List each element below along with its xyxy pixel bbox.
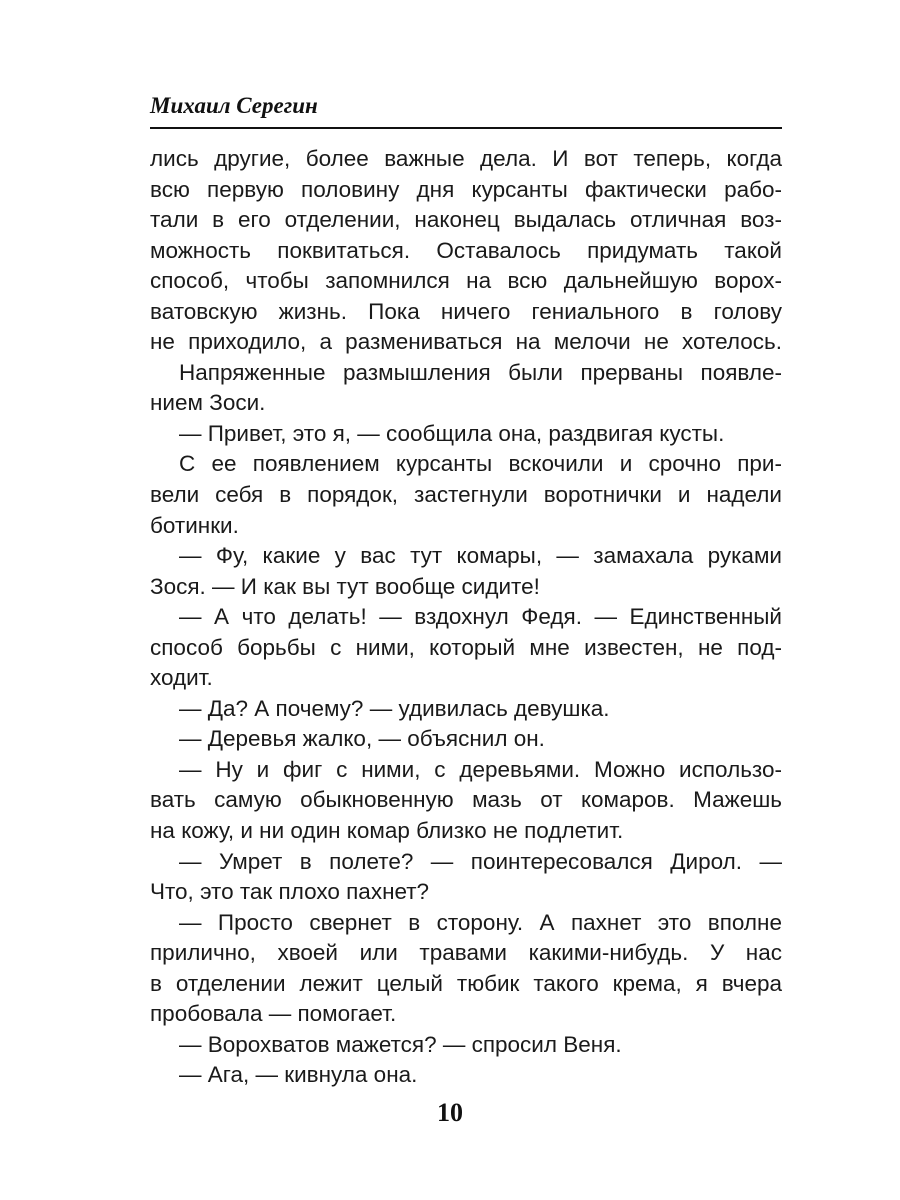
text-line: лись другие, более важные дела. И вот теперь, когда	[150, 146, 782, 171]
text-line: можность поквитаться. Оставалось придумать такой	[150, 237, 782, 263]
text-line: способ борьбы с ними, который мне известен, не под-	[150, 634, 782, 660]
text-line: — А что делать! — вздохнул Федя. — Единственный	[179, 604, 782, 630]
text-line: С ее появлением курсанты вскочили и срочно при-	[179, 451, 782, 477]
page-number: 10	[437, 1098, 463, 1127]
text-line: способ, чтобы запомнился на всю дальнейшую ворох-	[150, 268, 782, 294]
text-line: прилично, хвоей или травами какими-нибудь. У нас	[150, 940, 782, 966]
text-line: Что, это так плохо пахнет?	[150, 879, 430, 905]
text-line: — Деревья жалко, — объяснил он.	[179, 726, 545, 752]
text-line: ватовскую жизнь. Пока ничего гениального в голову	[150, 298, 782, 324]
text-line: тали в его отделении, наконец выдалась отличная воз-	[150, 207, 782, 233]
running-head-author: Михаил Серегин	[150, 93, 318, 118]
text-line: — Ага, — кивнула она.	[179, 1062, 418, 1088]
text-line: в отделении лежит целый тюбик такого крема, я вчера	[150, 970, 782, 996]
text-line: ходит.	[150, 665, 213, 691]
text-line: — Фу, какие у вас тут комары, — замахала руками	[179, 543, 782, 569]
text-line: не приходило, а размениваться на мелочи не хотелось.	[150, 329, 782, 355]
text-line: Зося. — И как вы тут вообще сидите!	[150, 573, 540, 599]
text-line: — Просто свернет в сторону. А пахнет это вполне	[179, 909, 782, 935]
text-line: — Ворохватов мажется? — спросил Веня.	[179, 1031, 622, 1057]
text-line: пробовала — помогает.	[150, 1001, 397, 1027]
body-text	[150, 144, 782, 1091]
text-line: на кожу, и ни один комар близко не подлетит.	[150, 818, 624, 844]
text-line: — Умрет в полете? — поинтересовался Дирол. —	[179, 848, 782, 874]
text-line: нием Зоси.	[150, 390, 266, 416]
text-line: — Ну и фиг с ними, с деревьями. Можно использо-	[179, 756, 782, 782]
text-line: — Да? А почему? — удивилась девушка.	[179, 695, 610, 721]
text-line: Напряженные размышления были прерваны появле-	[179, 359, 782, 385]
text-line: ботинки.	[150, 512, 239, 538]
text-line: вели себя в порядок, застегнули воротнички и надели	[150, 482, 782, 508]
text-line: всю первую половину дня курсанты фактически рабо-	[150, 176, 782, 202]
header-rule	[150, 127, 782, 129]
text-line: вать самую обыкновенную мазь от комаров. Мажешь	[150, 787, 782, 813]
text-line: — Привет, это я, — сообщила она, раздвигая кусты.	[179, 420, 725, 446]
